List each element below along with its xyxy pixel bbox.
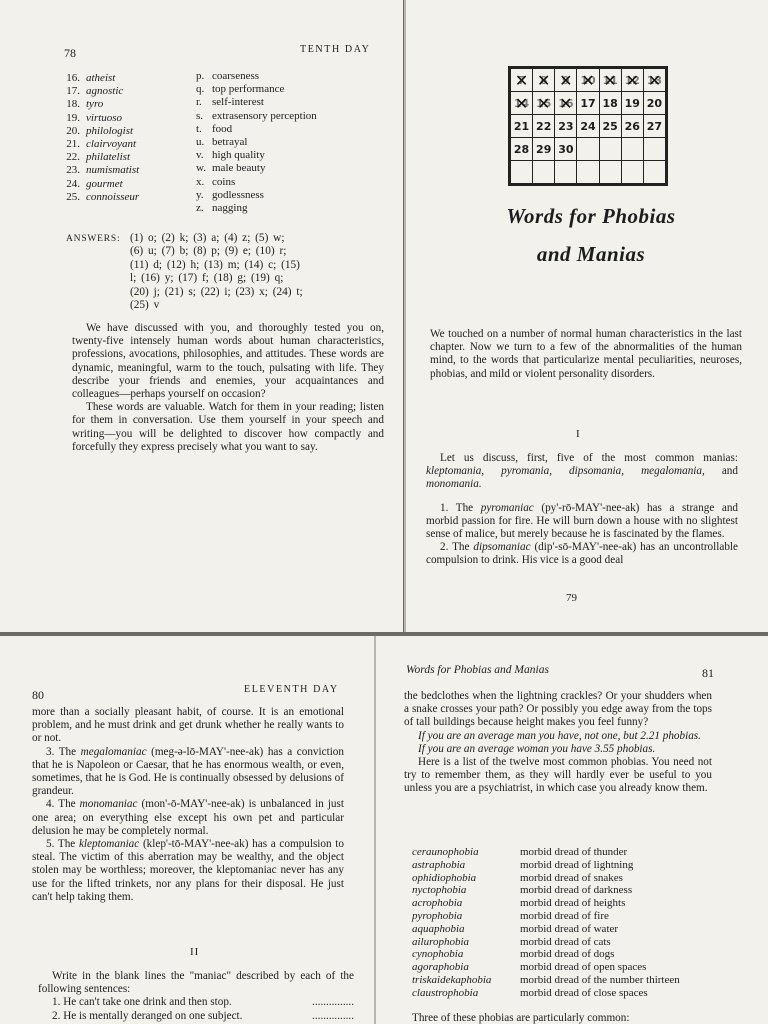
phobia-definition: morbid dread of close spaces (520, 986, 648, 999)
meaning-list (196, 70, 396, 215)
meaning: coins (212, 175, 236, 188)
calendar-day (644, 69, 665, 91)
answer-blank: ............... (312, 1009, 354, 1022)
phobia-item (412, 897, 742, 910)
calendar-day (644, 92, 665, 114)
meaning: coarseness (212, 70, 260, 82)
text: monomania. (426, 478, 482, 491)
item-letter: y. (196, 188, 204, 201)
calendar-day (622, 92, 643, 114)
phobia-word: claustrophobia (412, 986, 479, 999)
phobia-definition: morbid dread of fire (520, 909, 609, 922)
word-list (58, 72, 198, 204)
question-text: 1. He can't take one drink and then stop. (52, 996, 232, 1009)
calendar-day (577, 92, 598, 114)
text: (dip'-sō-MAY'-nee-ak) has an uncontrollable compulsion to drink. His vice is a good deal (426, 541, 738, 567)
meaning-item (196, 136, 396, 149)
item-letter: t. (196, 122, 202, 135)
calendar-day (577, 69, 598, 91)
calendar-day (555, 138, 576, 160)
day-number: 21 (513, 119, 530, 133)
meaning-item (196, 83, 396, 96)
meaning-item (196, 176, 396, 189)
page-number: 81 (702, 666, 714, 680)
day-number: ✕ 16 (558, 96, 574, 110)
calendar-empty-cell (622, 138, 643, 160)
day-number: ✕ 15 (536, 96, 552, 110)
calendar-day (511, 138, 532, 160)
term: megalomaniac (80, 745, 147, 758)
phobia-definition: morbid dread of lightning (520, 858, 634, 871)
paragraph: If you are an average man you have, not one, but 2.21 phobias. (418, 729, 701, 742)
calendar-illustration (508, 66, 668, 186)
word: philatelist (86, 151, 130, 164)
paragraph: more than a socially pleasant habit, of course. It is an emotional problem, and he must drink and get drunk whether he really wants to or not. (32, 706, 344, 745)
calendar-empty-cell (577, 138, 598, 160)
closing-line: Three of these phobias are particularly common: (412, 1012, 630, 1024)
page-number: 79 (566, 592, 577, 604)
chapter-title-line1: Words for Phobias (506, 204, 676, 228)
item-letter: z. (196, 202, 204, 215)
text: 4. The (46, 798, 76, 811)
meaning-item (196, 123, 396, 136)
calendar-day (511, 92, 532, 114)
item-letter: q. (196, 83, 205, 96)
text: (klep'-tō-MAY'-nee-ak) has a compulsion to steal. The victim of this aberration may be wealthy, and the object stolen may be worthless; moreover, the kleptomaniac never has any use for the lifted trinkets, nor any plans for their disposal. He just can't help taking them. (32, 838, 344, 903)
paragraph: Here is a list of the twelve most common phobias. You need not try to remember them, as they will hardly ever be useful to you unless you are a psychiatrist, in which case you already know them. (404, 756, 712, 795)
item-letter: x. (196, 175, 205, 188)
calendar-day (533, 92, 554, 114)
item-letter: u. (196, 136, 205, 149)
calendar-empty-cell (511, 161, 532, 183)
phobia-word: ophidiophobia (412, 871, 477, 884)
phobia-list (412, 846, 742, 1000)
phobia-word: agoraphobia (412, 961, 469, 974)
day-number: 19 (624, 96, 640, 110)
page-81 (376, 636, 768, 1024)
day-number: 29 (536, 142, 552, 156)
phobia-definition: morbid dread of open spaces (520, 961, 647, 974)
day-number: 26 (624, 119, 640, 133)
calendar-day (622, 69, 643, 91)
phobia-word: cynophobia (412, 948, 464, 961)
meaning: nagging (212, 202, 248, 215)
day-number: 24 (580, 119, 596, 133)
calendar-day (600, 115, 621, 137)
phobia-definition: morbid dread of heights (520, 897, 626, 910)
calendar-day (555, 115, 576, 137)
body-text (32, 706, 344, 904)
word: virtuoso (86, 111, 123, 124)
calendar-empty-cell (600, 138, 621, 160)
day-number: 22 (536, 119, 552, 133)
body-text (72, 322, 384, 454)
calendar-empty-cell (600, 161, 621, 183)
meaning-item (196, 149, 396, 162)
calendar-day (622, 115, 643, 137)
item-number: 19. (66, 111, 80, 124)
chapter-title-line2: and Manias (536, 242, 646, 266)
page-79 (406, 0, 768, 632)
text: 2. The (440, 541, 470, 554)
item-number: 24. (66, 177, 80, 190)
item-number: 18. (66, 98, 80, 111)
meaning: godlessness (212, 188, 264, 201)
meaning: food (212, 122, 233, 135)
phobia-definition: morbid dread of thunder (520, 846, 628, 858)
word: tyro (86, 98, 104, 111)
paragraph: If you are an average woman you have 3.55 phobias. (418, 742, 656, 755)
calendar-day (555, 69, 576, 91)
calendar-empty-cell (644, 161, 665, 183)
word-item (58, 178, 198, 191)
meaning: self-interest (212, 96, 264, 109)
page-78 (0, 0, 404, 632)
word-item (58, 191, 198, 204)
phobia-word: aquaphobia (412, 922, 465, 935)
phobia-item (412, 974, 742, 987)
text: (py'-rō-MAY'-nee-ak) has a strange and morbid passion for fire. He will burn down a house with no slightest sense of malice, but merely because he is fascinated by the flames. (426, 501, 739, 541)
term: kleptomaniac (78, 838, 140, 851)
phobia-item (412, 961, 742, 974)
term: dipsomaniac (473, 541, 531, 554)
word: numismatist (86, 164, 140, 177)
phobia-word: acrophobia (412, 897, 463, 910)
item-number: 23. (66, 164, 80, 177)
running-head: Words for Phobias and Manias (406, 664, 549, 676)
word: connoisseur (86, 190, 140, 203)
item-letter: r. (196, 96, 202, 109)
phobia-item (412, 872, 742, 885)
exercise-instructions: Write in the blank lines the "maniac" described by each of the following sentences: (38, 970, 354, 996)
paragraph: These words are valuable. Watch for them in your reading; listen for them in conversation. Use them yourself in your speech and writing—you will be delighted to discover how compactly and forcefully they express precisely what you want to say. (72, 401, 384, 453)
phobia-word: ailurophobia (412, 935, 470, 948)
answers (66, 232, 396, 312)
body-text (404, 690, 712, 796)
day-number: 17 (580, 96, 596, 110)
calendar-day (533, 69, 554, 91)
question-text: 2. He is mentally deranged on one subject. (52, 1009, 243, 1022)
item-number: 17. (66, 85, 80, 98)
item-letter: p. (196, 70, 205, 82)
day-number: 23 (558, 119, 574, 133)
running-head: TENTH DAY (300, 44, 371, 55)
day-number: ✕ 11 (602, 73, 618, 87)
calendar-day (511, 115, 532, 137)
day-number: ✕ 7 (517, 73, 526, 87)
item-number: 25. (66, 190, 80, 203)
word-item (58, 138, 198, 151)
day-number: 30 (558, 142, 574, 156)
calendar-empty-cell (555, 161, 576, 183)
phobia-item (412, 846, 742, 859)
answer-line: (20) j; (21) s; (22) i; (23) x; (24) t; (130, 285, 303, 298)
page-80 (0, 636, 374, 1024)
text: 1. The (440, 501, 474, 514)
calendar-day (644, 115, 665, 137)
phobia-definition: morbid dread of dogs (520, 948, 615, 961)
calendar-empty-cell (622, 161, 643, 183)
word: atheist (86, 72, 116, 84)
item-number: 22. (66, 151, 80, 164)
meaning-item (196, 202, 396, 215)
phobia-item (412, 859, 742, 872)
phobia-definition: morbid dread of cats (520, 935, 611, 948)
page-number: 78 (64, 46, 76, 60)
meaning-item (196, 189, 396, 202)
answers-lines (130, 232, 396, 312)
day-number: ✕ 14 (513, 96, 530, 110)
day-number: ✕ 13 (646, 73, 663, 87)
calendar-empty-cell (644, 138, 665, 160)
exercise-question (38, 996, 354, 1009)
phobia-word: nyctophobia (412, 884, 467, 897)
answer-line: (11) d; (12) h; (13) m; (14) c; (15) (130, 258, 300, 271)
calendar-day (511, 69, 532, 91)
section-number: I (576, 428, 581, 440)
word-item (58, 112, 198, 125)
day-number: 25 (602, 119, 618, 133)
word-item (58, 85, 198, 98)
day-number: 18 (602, 96, 618, 110)
calendar-day (555, 92, 576, 114)
item-number: 21. (66, 138, 80, 151)
phobia-item (412, 987, 742, 1000)
phobia-word: astraphobia (412, 858, 466, 871)
phobia-word: pyrophobia (412, 909, 463, 922)
word-item (58, 98, 198, 111)
phobia-word: triskaidekaphobia (412, 973, 492, 986)
meaning-item (196, 162, 396, 175)
meaning-item (196, 110, 396, 123)
day-number: ✕ 8 (539, 73, 548, 87)
text: and (721, 465, 738, 478)
meaning: top performance (212, 83, 285, 96)
word: clairvoyant (86, 138, 137, 151)
word: agnostic (86, 85, 124, 98)
calendar-empty-cell (533, 161, 554, 183)
section-text (426, 452, 738, 568)
answer-line: l; (16) y; (17) f; (18) g; (19) q; (130, 272, 284, 285)
meaning-item (196, 70, 396, 83)
intro-paragraph (430, 328, 742, 381)
word: philologist (86, 124, 134, 137)
phobia-definition: morbid dread of snakes (520, 871, 623, 884)
phobia-word: ceraunophobia (412, 846, 479, 858)
calendar-day (533, 115, 554, 137)
answer-blank: ............... (312, 996, 354, 1009)
day-number: ✕ 10 (580, 73, 596, 87)
day-number: 27 (646, 119, 663, 133)
item-letter: v. (196, 149, 204, 162)
phobia-item (412, 884, 742, 897)
page-number: 80 (32, 688, 44, 702)
word-item (58, 125, 198, 138)
text: 3. The (46, 745, 77, 758)
exercise (38, 970, 354, 1023)
phobia-definition: morbid dread of darkness (520, 884, 633, 897)
calendar-empty-cell (577, 161, 598, 183)
word-item (58, 164, 198, 177)
word-item (58, 72, 198, 85)
text: (meg-ə-lō-MAY'-nee-ak) has a conviction that he is Napoleon or Caesar, that he has enormous wealth, or even, sometimes, that he is God. He is continually obsessed by delusions of grandeur. (32, 745, 344, 798)
phobia-item (412, 948, 742, 961)
phobia-item (412, 923, 742, 936)
paragraph: We touched on a number of normal human characteristics in the last chapter. Now we turn to a few of the abnormalities of the human mind, to the words that particularize mental peculiarities, neuroses, phobias, and mild or violent personality disorders. (430, 328, 742, 380)
running-head: ELEVENTH DAY (244, 684, 339, 695)
section-number: II (190, 946, 200, 958)
calendar-day (533, 138, 554, 160)
item-number: 20. (66, 124, 80, 137)
day-number: 20 (646, 96, 663, 110)
phobia-definition: morbid dread of the number thirteen (520, 973, 680, 986)
answers-label: ANSWERS: (66, 234, 121, 244)
meaning-item (196, 96, 396, 109)
paragraph: the bedclothes when the lightning crackles? Or your shudders when a snake crosses your path? Or possibly you edge away from the tops of tall buildings because height makes you feel funny? (404, 690, 712, 729)
exercise-question (38, 1010, 354, 1023)
phobia-item (412, 936, 742, 949)
meaning: betrayal (212, 136, 248, 149)
item-letter: w. (196, 162, 206, 175)
item-number: 16. (66, 72, 80, 84)
meaning: high quality (212, 149, 265, 162)
day-number: 28 (513, 142, 530, 156)
meaning: male beauty (212, 162, 266, 175)
text: (mon'-ō-MAY'-nee-ak) is unbalanced in just one area; on everything else except his own pet and particular delusion he may be completely normal. (32, 798, 344, 837)
term: pyromaniac (480, 501, 534, 514)
phobia-definition: morbid dread of water (520, 922, 619, 935)
answer-line: (6) u; (7) b; (8) p; (9) e; (10) r; (130, 245, 287, 258)
text: kleptomania, pyromania, dipsomania, megalomania, (426, 465, 705, 478)
text: 5. The (46, 838, 76, 851)
day-number: ✕ 9 (562, 73, 570, 87)
item-letter: s. (196, 109, 204, 122)
word: gourmet (86, 177, 123, 190)
term: monomaniac (79, 798, 138, 811)
calendar-day (577, 115, 598, 137)
answer-line: (25) v (130, 299, 160, 312)
meaning: extrasensory perception (212, 109, 317, 122)
calendar-day (600, 69, 621, 91)
calendar-day (600, 92, 621, 114)
day-number: ✕ 12 (624, 73, 640, 87)
paragraph: We have discussed with you, and thoroughly tested you on, twenty-five intensely human words about human characteristics, professions, avocations, philosophies, and attitudes. These words are dynamic, meaningful, warm to the touch, pulsating with life. They describe your friends and enemies, your acquaintances and colleagues—perhaps yourself on occasion? (72, 322, 384, 401)
word-item (58, 151, 198, 164)
text: Let us discuss, first, five of the most common manias: (440, 452, 738, 464)
answer-line: (1) o; (2) k; (3) a; (4) z; (5) w; (130, 232, 285, 244)
phobia-item (412, 910, 742, 923)
